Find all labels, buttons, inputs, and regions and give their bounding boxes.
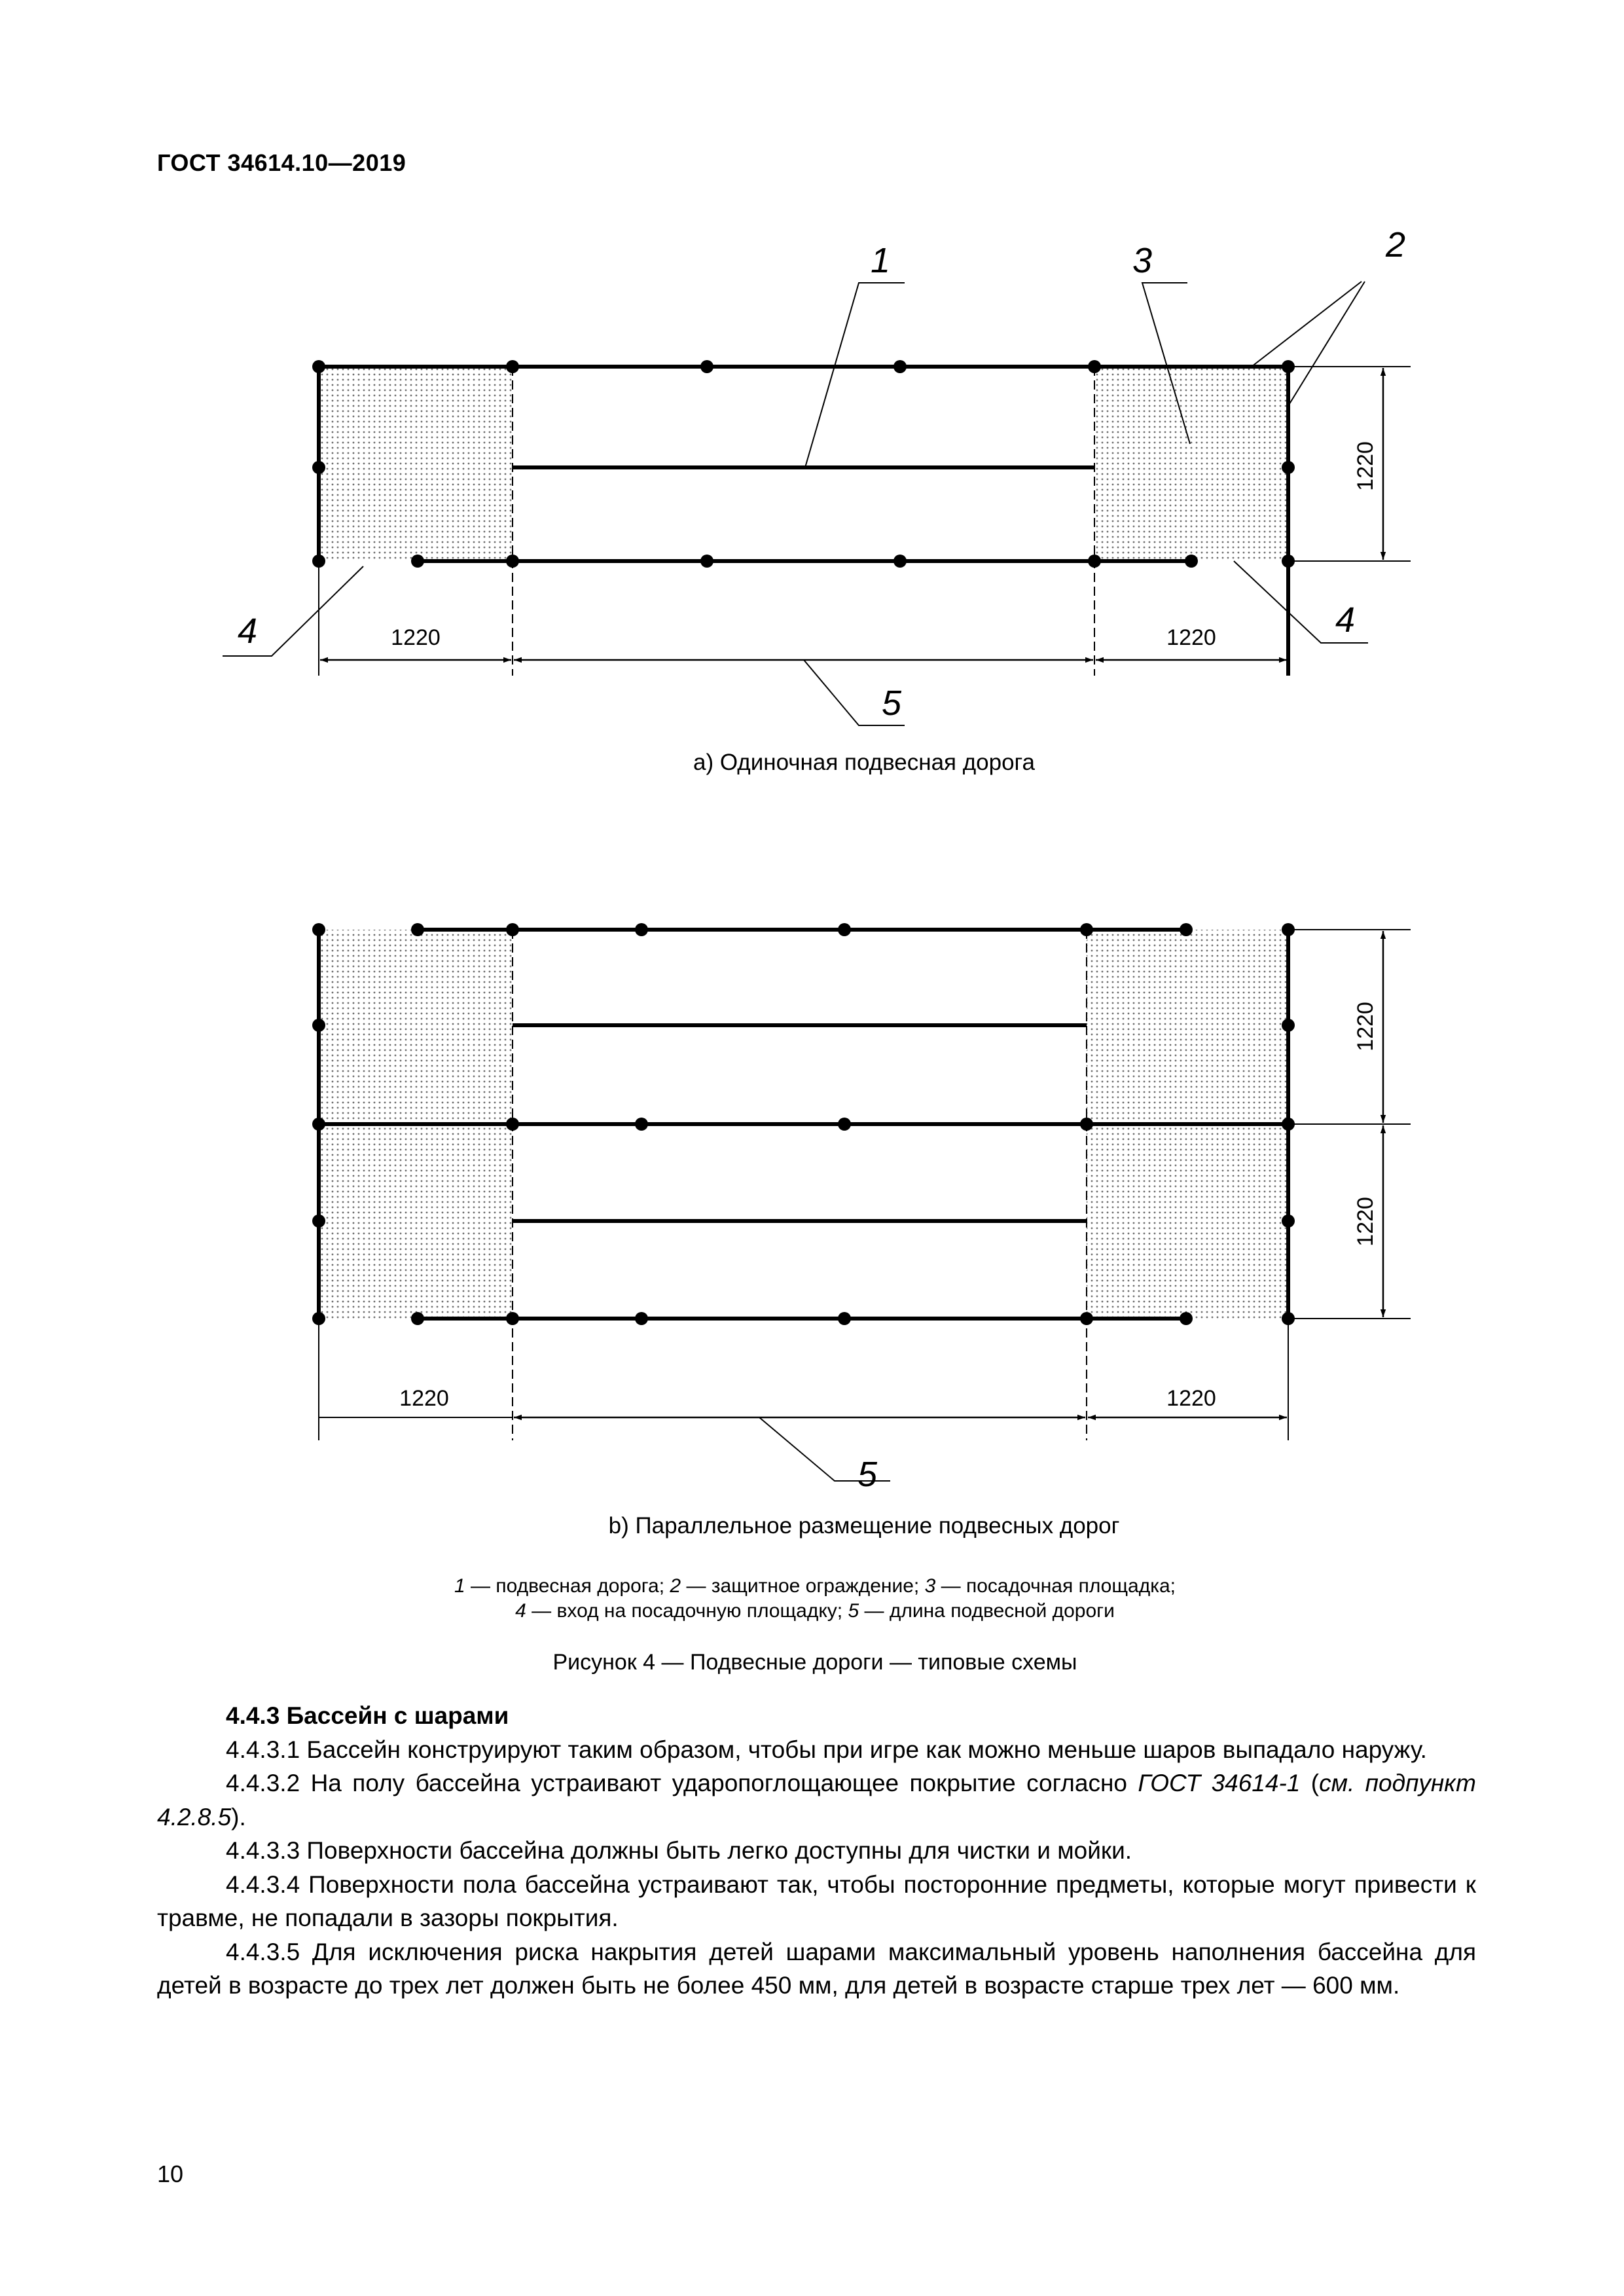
callout-5: 5 <box>881 683 902 723</box>
legend-num-2: 2 <box>670 1575 681 1597</box>
legend-num-5: 5 <box>848 1600 859 1622</box>
dim-right: 1220 <box>1166 625 1216 650</box>
legend-num-4: 4 <box>515 1600 526 1622</box>
legend-num-3: 3 <box>924 1575 936 1597</box>
legend-num-1: 1 <box>454 1575 465 1597</box>
p2-paren: ( <box>1300 1770 1320 1796</box>
section-heading: 4.4.3 Бассейн с шарами <box>226 1702 509 1729</box>
legend-text-2: — защитное ограждение; <box>681 1575 925 1597</box>
legend-text-1: — подвесная дорога; <box>465 1575 670 1597</box>
figure-b-caption: b) Параллельное размещение подвесных дорог <box>608 1513 1120 1539</box>
callout-5: 5 <box>857 1455 878 1494</box>
page-number: 10 <box>157 2160 184 2187</box>
paragraph-4-4-3-1: 4.4.3.1 Бассейн конструируют таким образом, чтобы при игре как можно меньше шаров выпадало наружу. <box>226 1736 1427 1763</box>
section-body <box>157 1699 1476 2003</box>
boarding-platform-left <box>319 367 513 561</box>
dim-vertical: 1220 <box>1353 441 1378 491</box>
dim-left: 1220 <box>391 625 441 650</box>
legend-text-3: — посадочная площадка; <box>935 1575 1176 1597</box>
figure-a-caption: а) Одиночная подвесная дорога <box>693 750 1035 775</box>
paragraph-4-4-3-4: 4.4.3.4 Поверхности пола бассейна устраивают так, чтобы посторонние предметы, которые могут привести к травме, не попадали в зазоры покрытия. <box>157 1870 1476 1931</box>
paragraph-4-4-3-2 <box>157 1766 1476 1834</box>
p2-text: 4.4.3.2 На полу бассейна устраивают ударопоглощающее покрытие согласно <box>226 1770 1138 1796</box>
legend-line-2 <box>515 1600 1115 1622</box>
callout-2: 2 <box>1385 225 1406 264</box>
dim-left: 1220 <box>399 1386 449 1411</box>
paragraph-4-4-3-3: 4.4.3.3 Поверхности бассейна должны быть легко доступны для чистки и мойки. <box>226 1837 1132 1864</box>
callout-3: 3 <box>1132 241 1153 280</box>
figure-title: Рисунок 4 — Подвесные дороги — типовые схемы <box>552 1650 1077 1675</box>
dim-vertical-bottom: 1220 <box>1353 1197 1378 1247</box>
p2-subclause-ref: см. подпункт 4.2.8.5 <box>157 1770 1476 1831</box>
boarding-platform-right <box>1094 367 1288 561</box>
callout-1: 1 <box>870 241 891 280</box>
dim-right: 1220 <box>1166 1386 1216 1411</box>
figure-b <box>312 923 1411 1539</box>
p2-end: ). <box>231 1803 246 1831</box>
document-header: ГОСТ 34614.10—2019 <box>157 149 406 176</box>
legend-text-4: — вход на посадочную площадку; <box>526 1600 848 1622</box>
p2-reference: ГОСТ 34614-1 <box>1138 1770 1301 1796</box>
callout-4-right: 4 <box>1335 600 1356 640</box>
callout-4-left: 4 <box>237 611 258 651</box>
figure-a <box>223 225 1411 775</box>
legend-text-5: — длина подвесной дороги <box>859 1600 1115 1622</box>
dim-vertical-top: 1220 <box>1353 1002 1378 1051</box>
legend-line-1 <box>454 1575 1176 1597</box>
paragraph-4-4-3-5: 4.4.3.5 Для исключения риска накрытия детей шарами максимальный уровень наполнения бассейна для детей в возрасте до трех лет должен быть не более 450 мм, для детей в возрасте старше трех лет — 600 мм. <box>157 1938 1476 1999</box>
